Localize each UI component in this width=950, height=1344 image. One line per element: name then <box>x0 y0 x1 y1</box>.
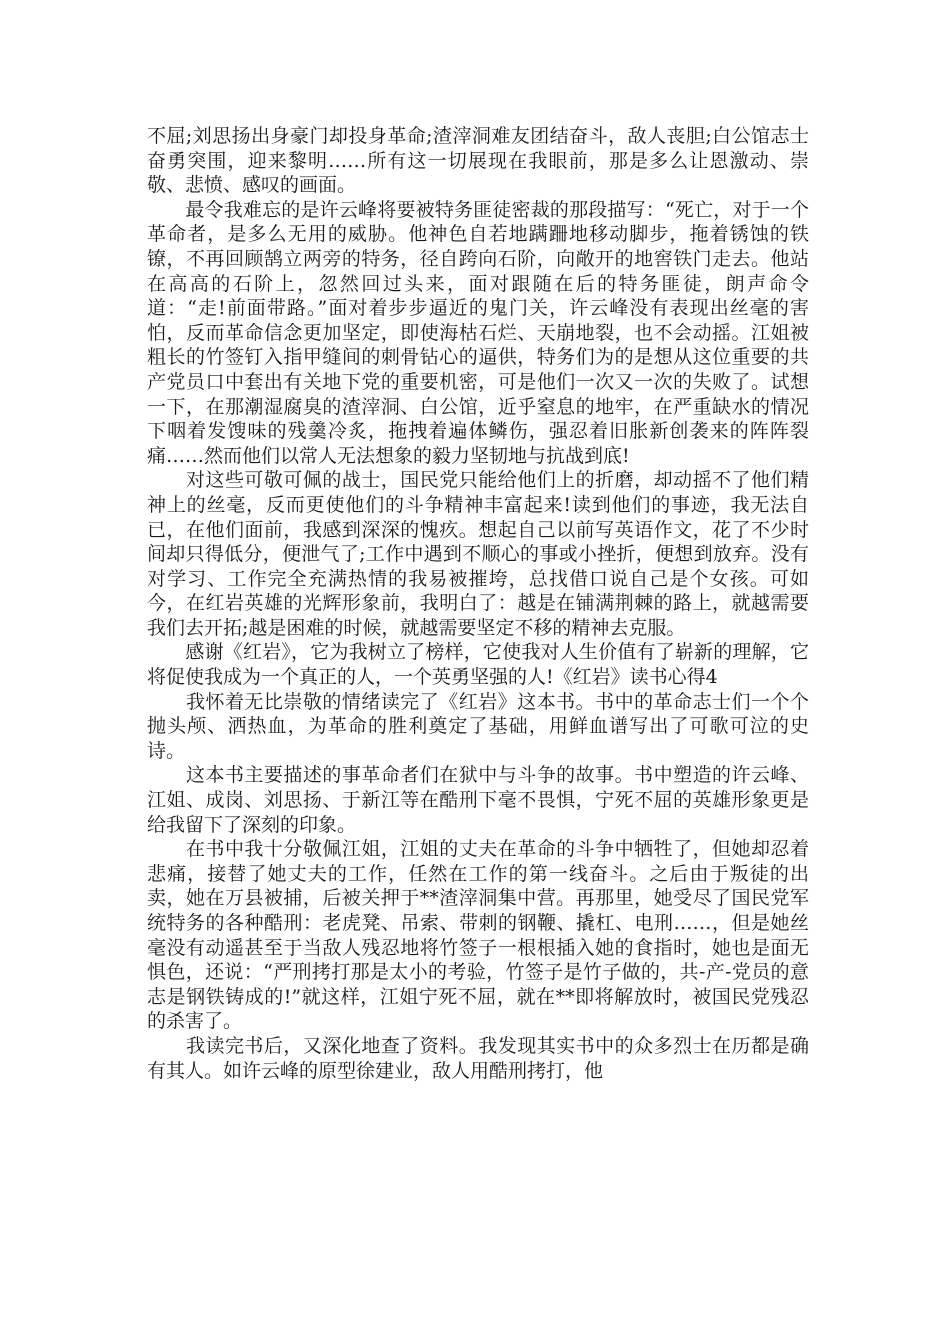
paragraph: 最令我难忘的是许云峰将要被特务匪徒密裁的那段描写：“死亡，对于一个革命者，是多么无用的威胁。他神色自若地蹒跚地移动脚步，拖着锈蚀的铁镣，不再回顾鹄立两旁的特务，径自跨向石阶，向敞开的地窖铁门走去。他站在高高的石阶上，忽然回过头来，面对跟随在后的特务匪徒，朗声命令道：“走!前面带路。”面对着步步逼近的鬼门关，许云峰没有表现出丝毫的害怕，反而革命信念更加坚定，即使海枯石烂、天崩地裂，也不会动摇。江姐被粗长的竹签钉入指甲缝间的刺骨钻心的逼供，特务们为的是想从这位重要的共产党员口中套出有关地下党的重要机密，可是他们一次又一次的失败了。试想一下，在那潮湿腐臭的渣滓洞、白公馆，近乎窒息的地牢，在严重缺水的情况下咽着发馊味的残羹冷炙，拖拽着遍体鳞伤，强忍着旧胀新创袭来的阵阵裂痛……然而他们以常人无法想象的毅力坚韧地与抗战到底! <box>147 198 809 467</box>
paragraph: 我读完书后，又深化地查了资料。我发现其实书中的众多烈士在历都是确有其人。如许云峰的原型徐建业，敌人用酷刑拷打，他 <box>147 1034 809 1082</box>
paragraph: 对这些可敬可佩的战士，国民党只能给他们上的折磨，却动摇不了他们精神上的丝毫，反而更使他们的斗争精神丰富起来!读到他们的事迹，我无法自已，在他们面前，我感到深深的愧疚。想起自己以前写英语作文，花了不少时间却只得低分，便泄气了;工作中遇到不顺心的事或小挫折，便想到放弃。没有对学习、工作完全充满热情的我易被摧垮，总找借口说自己是个女孩。可如今，在红岩英雄的光辉形象前，我明白了：越是在铺满荆棘的路上，就越需要我们去开拓;越是困难的时候，就越需要坚定不移的精神去克服。 <box>147 469 809 639</box>
paragraph: 在书中我十分敬佩江姐，江姐的丈夫在革命的斗争中牺牲了，但她却忍着悲痛，接替了她丈夫的工作，任然在工作的第一线奋斗。之后由于叛徒的出卖，她在万县被捕，后被关押于**渣滓洞集中营。再那里，她受尽了国民党军统特务的各种酷刑：老虎凳、吊索、带刺的钢鞭、撬杠、电刑……，但是她丝毫没有动遥甚至于当敌人残忍地将竹签子一根根插入她的食指时，她也是面无惧色，还说：“严刑拷打那是太小的考验，竹签子是竹子做的，共-产-党员的意志是钢铁铸成的!”就这样，江姐宁死不屈，就在**即将解放时，被国民党残忍的杀害了。 <box>147 838 809 1033</box>
paragraph: 我怀着无比崇敬的情绪读完了《红岩》这本书。书中的革命志士们一个个抛头颅、洒热血，为革命的胜利奠定了基础，用鲜血谱写出了可歌可泣的史诗。 <box>147 690 809 762</box>
document-body <box>147 124 809 1083</box>
paragraph: 不屈;刘思扬出身豪门却投身革命;渣滓洞难友团结奋斗，敌人丧胆;白公馆志士奋勇突围，迎来黎明……所有这一切展现在我眼前，那是多么让恩激动、崇敬、悲愤、感叹的画面。 <box>147 125 809 197</box>
paragraph: 这本书主要描述的事革命者们在狱中与斗争的故事。书中塑造的许云峰、江姐、成岗、刘思扬、于新江等在酷刑下毫不畏惧，宁死不屈的英雄形象更是给我留下了深刻的印象。 <box>147 764 809 836</box>
paragraph: 感谢《红岩》，它为我树立了榜样，它使我对人生价值有了崭新的理解，它将促使我成为一个真正的人，一个英勇坚强的人!《红岩》读书心得4 <box>147 641 809 689</box>
